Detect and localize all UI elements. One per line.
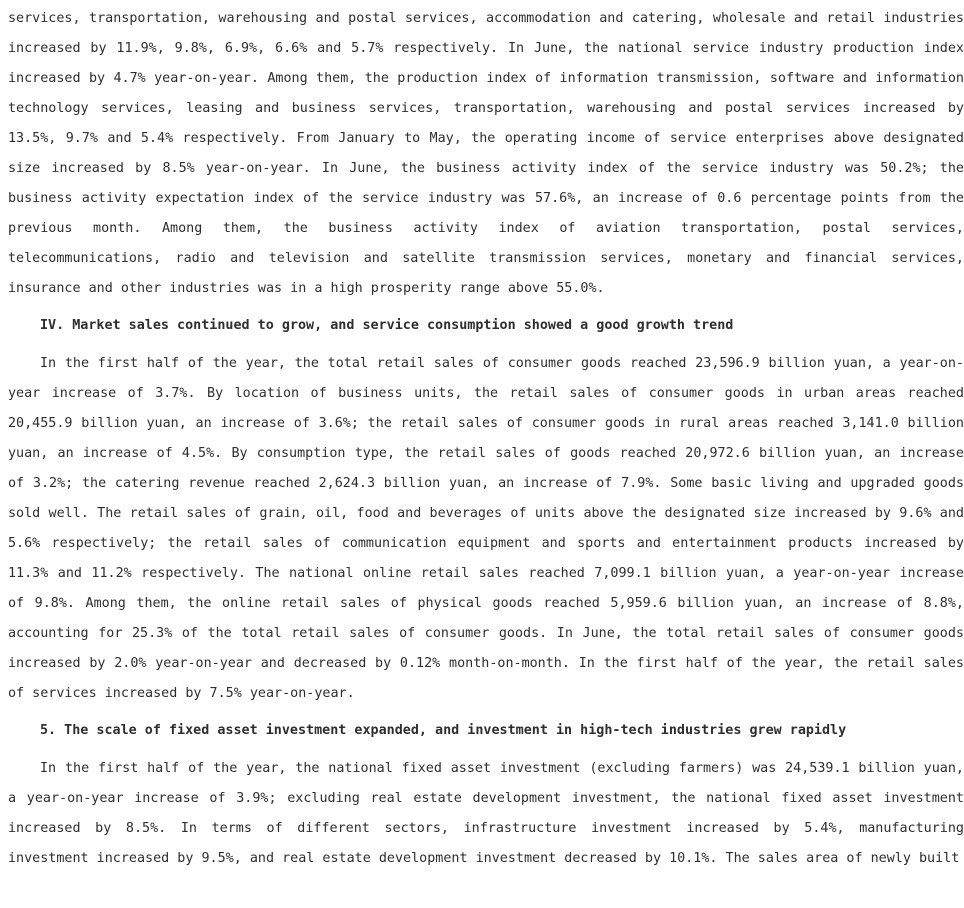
document-body bbox=[0, 4, 964, 874]
paragraph-fixed-asset-investment: In the first half of the year, the national fixed asset investment (excluding farmers) was 24,539.1 billion yuan, a year-on-year increase of 3.9%; excluding real estate development investment, the national fixed asset investment increased by 8.5%. In terms of different sectors, infrastructure investment increased by 5.4%, manufacturing investment increased by 9.5%, and real estate development investment decreased by 10.1%. The sales area of newly built bbox=[8, 761, 964, 866]
section-heading-fixed-asset-investment: 5. The scale of fixed asset investment expanded, and investment in high-tech industries grew rapidly bbox=[40, 723, 847, 738]
section-heading-market-sales: IV. Market sales continued to grow, and service consumption showed a good growth trend bbox=[40, 318, 734, 333]
paragraph-service-industry: services, transportation, warehousing and postal services, accommodation and catering, wholesale and retail industries increased by 11.9%, 9.8%, 6.9%, 6.6% and 5.7% respectively. In June, the national service industry production index increased by 4.7% year-on-year. Among them, the production index of information transmission, software and information technology services, leasing and business services, transportation, warehousing and postal services increased by 13.5%, 9.7% and 5.4% respectively. From January to May, the operating income of service enterprises above designated size increased by 8.5% year-on-year. In June, the business activity index of the service industry was 50.2%; the business activity expectation index of the service industry was 57.6%, an increase of 0.6 percentage points from the previous month. Among them, the business activity index of aviation transportation, postal services, telecommunications, radio and television and satellite transmission services, monetary and financial services, insurance and other industries was in a high prosperity range above 55.0%. bbox=[8, 11, 964, 296]
paragraph-retail-sales: In the first half of the year, the total retail sales of consumer goods reached 23,596.9 billion yuan, a year-on-year increase of 3.7%. By location of business units, the retail sales of consumer goods in urban areas reached 20,455.9 billion yuan, an increase of 3.6%; the retail sales of consumer goods in rural areas reached 3,141.0 billion yuan, an increase of 4.5%. By consumption type, the retail sales of goods reached 20,972.6 billion yuan, an increase of 3.2%; the catering revenue reached 2,624.3 billion yuan, an increase of 7.9%. Some basic living and upgraded goods sold well. The retail sales of grain, oil, food and beverages of units above the designated size increased by 9.6% and 5.6% respectively; the retail sales of communication equipment and sports and entertainment products increased by 11.3% and 11.2% respectively. The national online retail sales reached 7,099.1 billion yuan, a year-on-year increase of 9.8%. Among them, the online retail sales of physical goods reached 5,959.6 billion yuan, an increase of 8.8%, accounting for 25.3% of the total retail sales of consumer goods. In June, the total retail sales of consumer goods increased by 2.0% year-on-year and decreased by 0.12% month-on-month. In the first half of the year, the retail sales of services increased by 7.5% year-on-year. bbox=[8, 356, 964, 701]
